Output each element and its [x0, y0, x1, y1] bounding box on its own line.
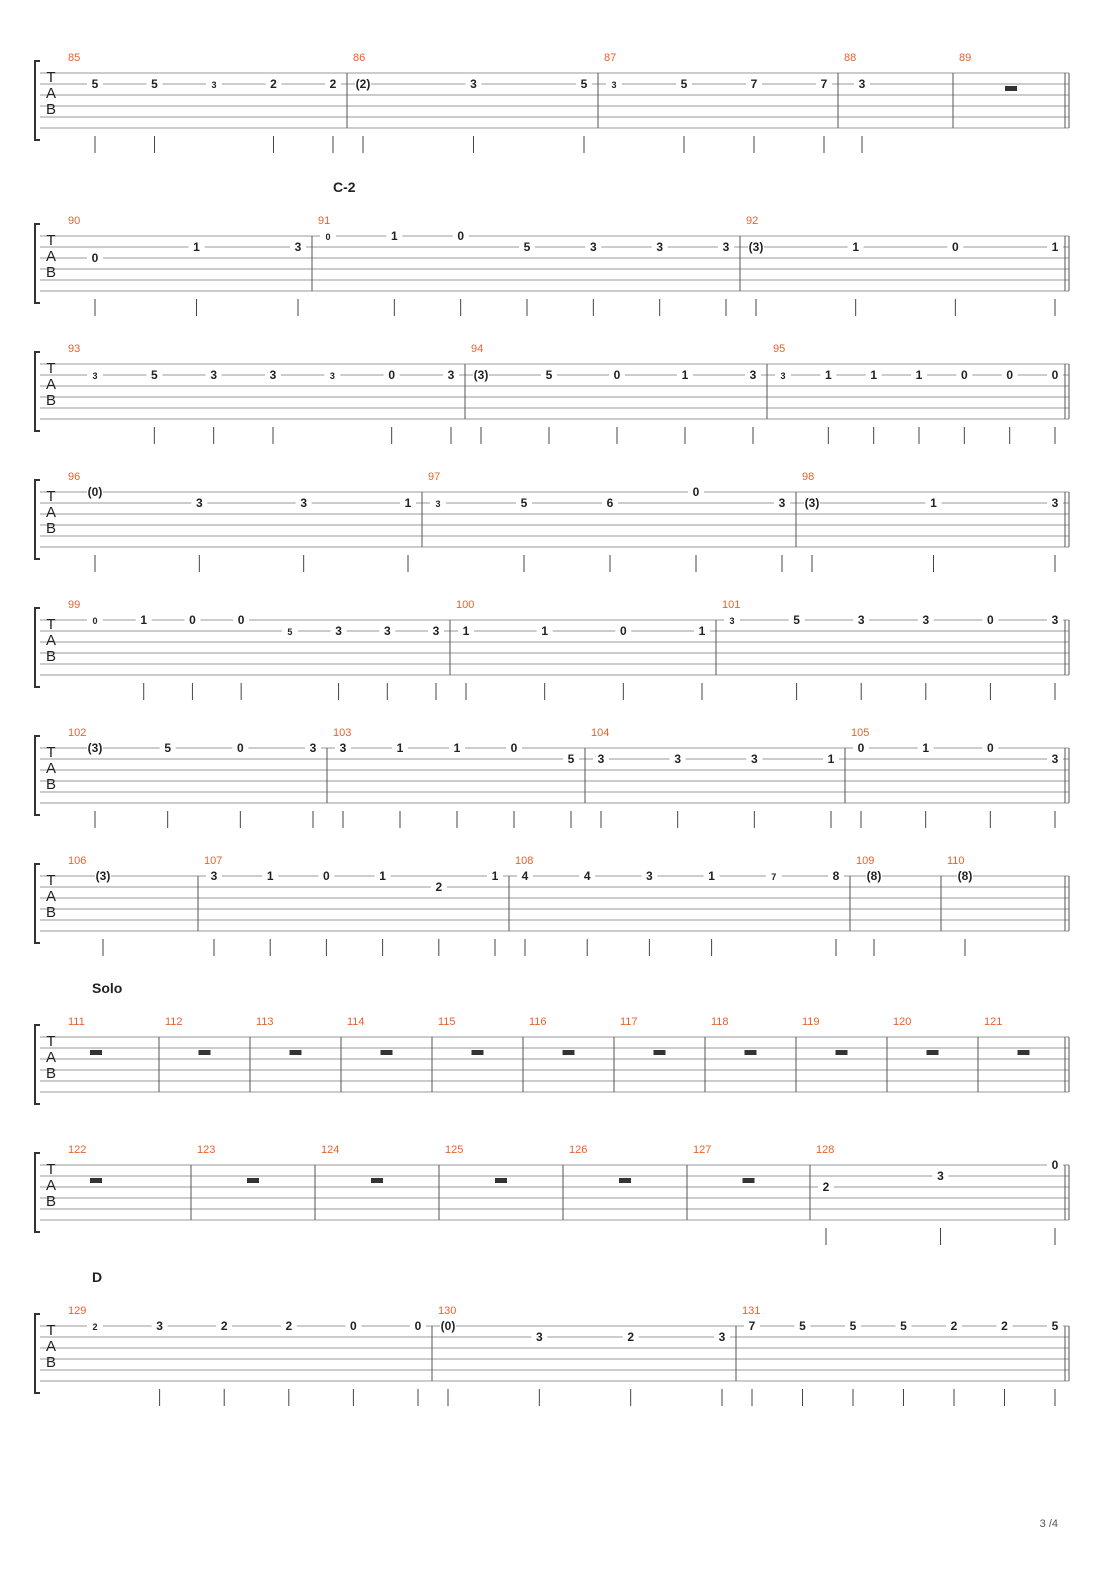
- fret-number: 0: [613, 368, 621, 382]
- fret-number: (3): [87, 741, 103, 755]
- fret-number: 5: [91, 77, 99, 91]
- fret-number: 3: [339, 741, 347, 755]
- whole-rest-icon: [381, 1050, 393, 1055]
- tab-clef-letter: B: [45, 101, 57, 118]
- fret-number: (2): [355, 77, 371, 91]
- fret-number: 0: [857, 741, 865, 755]
- fret-number: 2: [285, 1319, 293, 1333]
- fret-number: 7: [748, 1319, 756, 1333]
- fret-number: 3: [447, 368, 455, 382]
- fret-number: 1: [404, 496, 412, 510]
- fret-number: 3: [1051, 613, 1059, 627]
- tab-system: [35, 980, 1069, 1104]
- fret-number: 3: [470, 77, 477, 91]
- grace-note-fret: 3: [92, 371, 98, 381]
- fret-number: 1: [698, 624, 706, 638]
- whole-rest-icon: [495, 1178, 507, 1183]
- measure-number: 121: [984, 1016, 1003, 1028]
- measure-number: 94: [471, 343, 484, 355]
- fret-number: 5: [799, 1319, 806, 1333]
- tab-system: [35, 599, 1069, 700]
- fret-number: 0: [189, 613, 196, 627]
- tab-system: [35, 855, 1069, 956]
- fret-number: 1: [193, 240, 200, 254]
- fret-number: 1: [140, 613, 148, 627]
- fret-number: 3: [646, 869, 653, 883]
- measure-number: 112: [165, 1016, 183, 1028]
- fret-number: 3: [922, 613, 930, 627]
- fret-number: 0: [510, 741, 518, 755]
- tab-system: [35, 1144, 1069, 1245]
- whole-rest-icon: [927, 1050, 939, 1055]
- fret-number: 0: [237, 613, 245, 627]
- fret-number: 3: [156, 1319, 163, 1333]
- fret-number: 3: [674, 752, 682, 766]
- tab-clef-letter: A: [45, 376, 57, 393]
- fret-number: 1: [491, 869, 499, 883]
- fret-number: 5: [151, 77, 158, 91]
- fret-number: 0: [414, 1319, 422, 1333]
- system-bracket: [35, 864, 40, 943]
- fret-number: 0: [323, 869, 330, 883]
- measure-number: 123: [197, 1144, 216, 1156]
- measure-number: 87: [604, 52, 617, 64]
- fret-number: 5: [580, 77, 588, 91]
- measure-number: 124: [321, 1144, 340, 1156]
- measure-number: 127: [693, 1144, 712, 1156]
- fret-number: 1: [915, 368, 923, 382]
- fret-number: 5: [900, 1319, 907, 1333]
- fret-number: 3: [656, 240, 664, 254]
- tab-system: [35, 179, 1069, 316]
- fret-number: 2: [270, 77, 277, 91]
- fret-number: 3: [195, 496, 203, 510]
- fret-number: 3: [858, 77, 866, 91]
- measure-number: 89: [959, 52, 972, 64]
- fret-number: 1: [396, 741, 404, 755]
- measure-number: 104: [591, 727, 610, 739]
- measure-number: 90: [68, 215, 81, 227]
- fret-number: 5: [1051, 1319, 1059, 1333]
- fret-number: 2: [329, 77, 337, 91]
- tab-clef-letter: B: [45, 1065, 57, 1082]
- whole-rest-icon: [90, 1050, 102, 1055]
- tab-clef-letter: B: [45, 648, 57, 665]
- fret-number: 3: [300, 496, 308, 510]
- fret-number: 5: [545, 368, 553, 382]
- whole-rest-icon: [1018, 1050, 1030, 1055]
- fret-number: 3: [210, 368, 218, 382]
- fret-number: 0: [91, 251, 99, 265]
- tab-clef-letter: T: [46, 616, 56, 633]
- fret-number: 7: [750, 77, 758, 91]
- tab-system: [35, 343, 1069, 444]
- tab-clef-letter: T: [46, 1161, 56, 1178]
- fret-number: 2: [627, 1330, 635, 1344]
- grace-note-fret: 5: [287, 627, 293, 637]
- whole-rest-icon: [472, 1050, 484, 1055]
- fret-number: 3: [749, 368, 757, 382]
- fret-number: 1: [266, 869, 274, 883]
- whole-rest-icon: [745, 1050, 757, 1055]
- whole-rest-icon: [836, 1050, 848, 1055]
- fret-number: 3: [589, 240, 597, 254]
- fret-number: 0: [388, 368, 396, 382]
- whole-rest-icon: [290, 1050, 302, 1055]
- tab-clef-letter: T: [46, 360, 56, 377]
- fret-number: 2: [950, 1319, 958, 1333]
- grace-note-fret: 3: [729, 616, 735, 626]
- fret-number: 3: [535, 1330, 543, 1344]
- measure-number: 110: [947, 855, 965, 867]
- fret-number: 0: [619, 624, 627, 638]
- grace-note-fret: 3: [435, 499, 441, 509]
- measure-number: 113: [256, 1016, 274, 1028]
- measure-number: 97: [428, 471, 441, 483]
- fret-number: 2: [1001, 1319, 1008, 1333]
- measure-number: 118: [711, 1016, 729, 1028]
- fret-number: 2: [220, 1319, 228, 1333]
- tab-clef-letter: B: [45, 264, 57, 281]
- tab-clef-letter: A: [45, 760, 57, 777]
- measure-number: 129: [68, 1305, 87, 1317]
- measure-number: 106: [68, 855, 87, 867]
- fret-number: 3: [750, 752, 758, 766]
- fret-number: (3): [748, 240, 764, 254]
- fret-number: 3: [269, 368, 277, 382]
- tab-clef-letter: T: [46, 1322, 56, 1339]
- system-bracket: [35, 608, 40, 687]
- measure-number: 98: [802, 471, 815, 483]
- fret-number: 1: [379, 869, 386, 883]
- fret-number: 1: [922, 741, 930, 755]
- measure-number: 122: [68, 1144, 87, 1156]
- whole-rest-icon: [563, 1050, 575, 1055]
- grace-note-fret: 3: [611, 80, 617, 90]
- fret-number: 1: [681, 368, 689, 382]
- fret-number: (0): [87, 485, 103, 499]
- measure-number: 86: [353, 52, 366, 64]
- fret-number: 3: [857, 613, 865, 627]
- fret-number: 3: [778, 496, 786, 510]
- fret-number: 3: [432, 624, 440, 638]
- fret-number: 1: [827, 752, 835, 766]
- measure-number: 119: [802, 1016, 820, 1028]
- measure-number: 131: [742, 1305, 761, 1317]
- tab-system: [35, 52, 1069, 153]
- grace-note-fret: 2: [92, 1322, 98, 1332]
- fret-number: 5: [849, 1319, 857, 1333]
- fret-number: 3: [722, 240, 730, 254]
- tab-clef-letter: T: [46, 488, 56, 505]
- fret-number: 2: [822, 1180, 830, 1194]
- tab-clef-letter: T: [46, 1033, 56, 1050]
- system-bracket: [35, 61, 40, 140]
- whole-rest-icon: [619, 1178, 631, 1183]
- tab-system: [35, 471, 1069, 572]
- section-label: D: [92, 1269, 103, 1285]
- fret-number: 0: [1051, 368, 1059, 382]
- measure-number: 105: [851, 727, 870, 739]
- fret-number: 0: [350, 1319, 357, 1333]
- fret-number: (8): [866, 869, 882, 883]
- whole-rest-icon: [371, 1178, 383, 1183]
- whole-rest-icon: [90, 1178, 102, 1183]
- measure-number: 103: [333, 727, 352, 739]
- whole-rest-icon: [247, 1178, 259, 1183]
- fret-number: (0): [440, 1319, 456, 1333]
- fret-number: 1: [870, 368, 878, 382]
- system-bracket: [35, 1314, 40, 1393]
- fret-number: (3): [473, 368, 489, 382]
- fret-number: 1: [1051, 240, 1059, 254]
- fret-number: (8): [957, 869, 973, 883]
- fret-number: 8: [832, 869, 840, 883]
- measure-number: 96: [68, 471, 81, 483]
- grace-note-fret: 3: [780, 371, 786, 381]
- measure-number: 115: [438, 1016, 456, 1028]
- measure-number: 92: [746, 215, 759, 227]
- tab-clef-letter: T: [46, 69, 56, 86]
- measure-number: 126: [569, 1144, 588, 1156]
- fret-number: 3: [718, 1330, 726, 1344]
- fret-number: 1: [462, 624, 470, 638]
- fret-number: (3): [95, 869, 111, 883]
- system-bracket: [35, 736, 40, 815]
- fret-number: (3): [804, 496, 820, 510]
- measure-number: 120: [893, 1016, 912, 1028]
- fret-number: 3: [383, 624, 391, 638]
- fret-number: 0: [960, 368, 968, 382]
- measure-number: 102: [68, 727, 87, 739]
- fret-number: 0: [951, 240, 959, 254]
- measure-number: 108: [515, 855, 534, 867]
- system-bracket: [35, 480, 40, 559]
- whole-rest-icon: [199, 1050, 211, 1055]
- fret-number: 1: [824, 368, 832, 382]
- tab-clef-letter: B: [45, 392, 57, 409]
- grace-note-fret: 7: [771, 872, 777, 882]
- page-number: 3 /4: [1039, 1518, 1058, 1530]
- fret-number: 5: [793, 613, 800, 627]
- system-bracket: [35, 224, 40, 303]
- fret-number: 5: [523, 240, 531, 254]
- measure-number: 117: [620, 1016, 638, 1028]
- measure-number: 100: [456, 599, 475, 611]
- section-label: Solo: [92, 980, 123, 996]
- fret-number: 1: [930, 496, 937, 510]
- fret-number: 0: [1051, 1158, 1059, 1172]
- grace-note-fret: 0: [325, 232, 331, 242]
- measure-number: 128: [816, 1144, 835, 1156]
- tab-clef-letter: B: [45, 1354, 57, 1371]
- whole-rest-icon: [1005, 86, 1017, 91]
- fret-number: 7: [820, 77, 828, 91]
- measure-number: 88: [844, 52, 857, 64]
- tab-clef-letter: A: [45, 248, 57, 265]
- fret-number: 1: [708, 869, 715, 883]
- fret-number: 0: [986, 741, 994, 755]
- fret-number: 0: [987, 613, 994, 627]
- grace-note-fret: 3: [329, 371, 335, 381]
- fret-number: 3: [1051, 496, 1059, 510]
- fret-number: 5: [164, 741, 172, 755]
- tab-clef-letter: A: [45, 1049, 57, 1066]
- measure-number: 111: [68, 1016, 85, 1028]
- measure-number: 101: [722, 599, 741, 611]
- fret-number: 0: [692, 485, 700, 499]
- fret-number: 0: [457, 229, 465, 243]
- tab-clef-letter: B: [45, 776, 57, 793]
- grace-note-fret: 0: [92, 616, 98, 626]
- tab-clef-letter: A: [45, 1338, 57, 1355]
- measure-number: 125: [445, 1144, 464, 1156]
- fret-number: 2: [435, 880, 443, 894]
- fret-number: 1: [541, 624, 549, 638]
- fret-number: 3: [335, 624, 342, 638]
- fret-number: 1: [390, 229, 398, 243]
- fret-number: 1: [852, 240, 860, 254]
- tab-system: [35, 1269, 1069, 1406]
- tab-clef-letter: A: [45, 504, 57, 521]
- fret-number: 3: [294, 240, 302, 254]
- tab-clef-letter: B: [45, 520, 57, 537]
- fret-number: 3: [597, 752, 605, 766]
- tab-clef-letter: B: [45, 1193, 57, 1210]
- measure-number: 85: [68, 52, 81, 64]
- fret-number: 3: [210, 869, 218, 883]
- fret-number: 1: [453, 741, 461, 755]
- system-bracket: [35, 1153, 40, 1232]
- section-label: C-2: [333, 179, 356, 195]
- tab-clef-letter: A: [45, 1177, 57, 1194]
- measure-number: 95: [773, 343, 786, 355]
- fret-number: 5: [520, 496, 528, 510]
- fret-number: 4: [583, 869, 591, 883]
- tab-clef-letter: A: [45, 888, 57, 905]
- tab-clef-letter: T: [46, 232, 56, 249]
- fret-number: 3: [937, 1169, 944, 1183]
- measure-number: 107: [204, 855, 223, 867]
- grace-note-fret: 3: [211, 80, 217, 90]
- measure-number: 116: [529, 1016, 547, 1028]
- fret-number: 3: [309, 741, 317, 755]
- whole-rest-icon: [743, 1178, 755, 1183]
- tab-system: [35, 727, 1069, 828]
- tab-clef-letter: B: [45, 904, 57, 921]
- measure-number: 93: [68, 343, 81, 355]
- measure-number: 109: [856, 855, 875, 867]
- measure-number: 114: [347, 1016, 365, 1028]
- whole-rest-icon: [654, 1050, 666, 1055]
- tab-clef-letter: T: [46, 744, 56, 761]
- fret-number: 0: [1006, 368, 1014, 382]
- tab-clef-letter: A: [45, 632, 57, 649]
- system-bracket: [35, 352, 40, 431]
- measure-number: 130: [438, 1305, 457, 1317]
- measure-number: 99: [68, 599, 81, 611]
- tab-clef-letter: A: [45, 85, 57, 102]
- system-bracket: [35, 1025, 40, 1104]
- fret-number: 0: [236, 741, 244, 755]
- fret-number: 4: [521, 869, 529, 883]
- fret-number: 5: [680, 77, 688, 91]
- fret-number: 6: [606, 496, 614, 510]
- fret-number: 5: [567, 752, 575, 766]
- fret-number: 3: [1051, 752, 1059, 766]
- measure-number: 91: [318, 215, 331, 227]
- tab-clef-letter: T: [46, 872, 56, 889]
- fret-number: 5: [150, 368, 158, 382]
